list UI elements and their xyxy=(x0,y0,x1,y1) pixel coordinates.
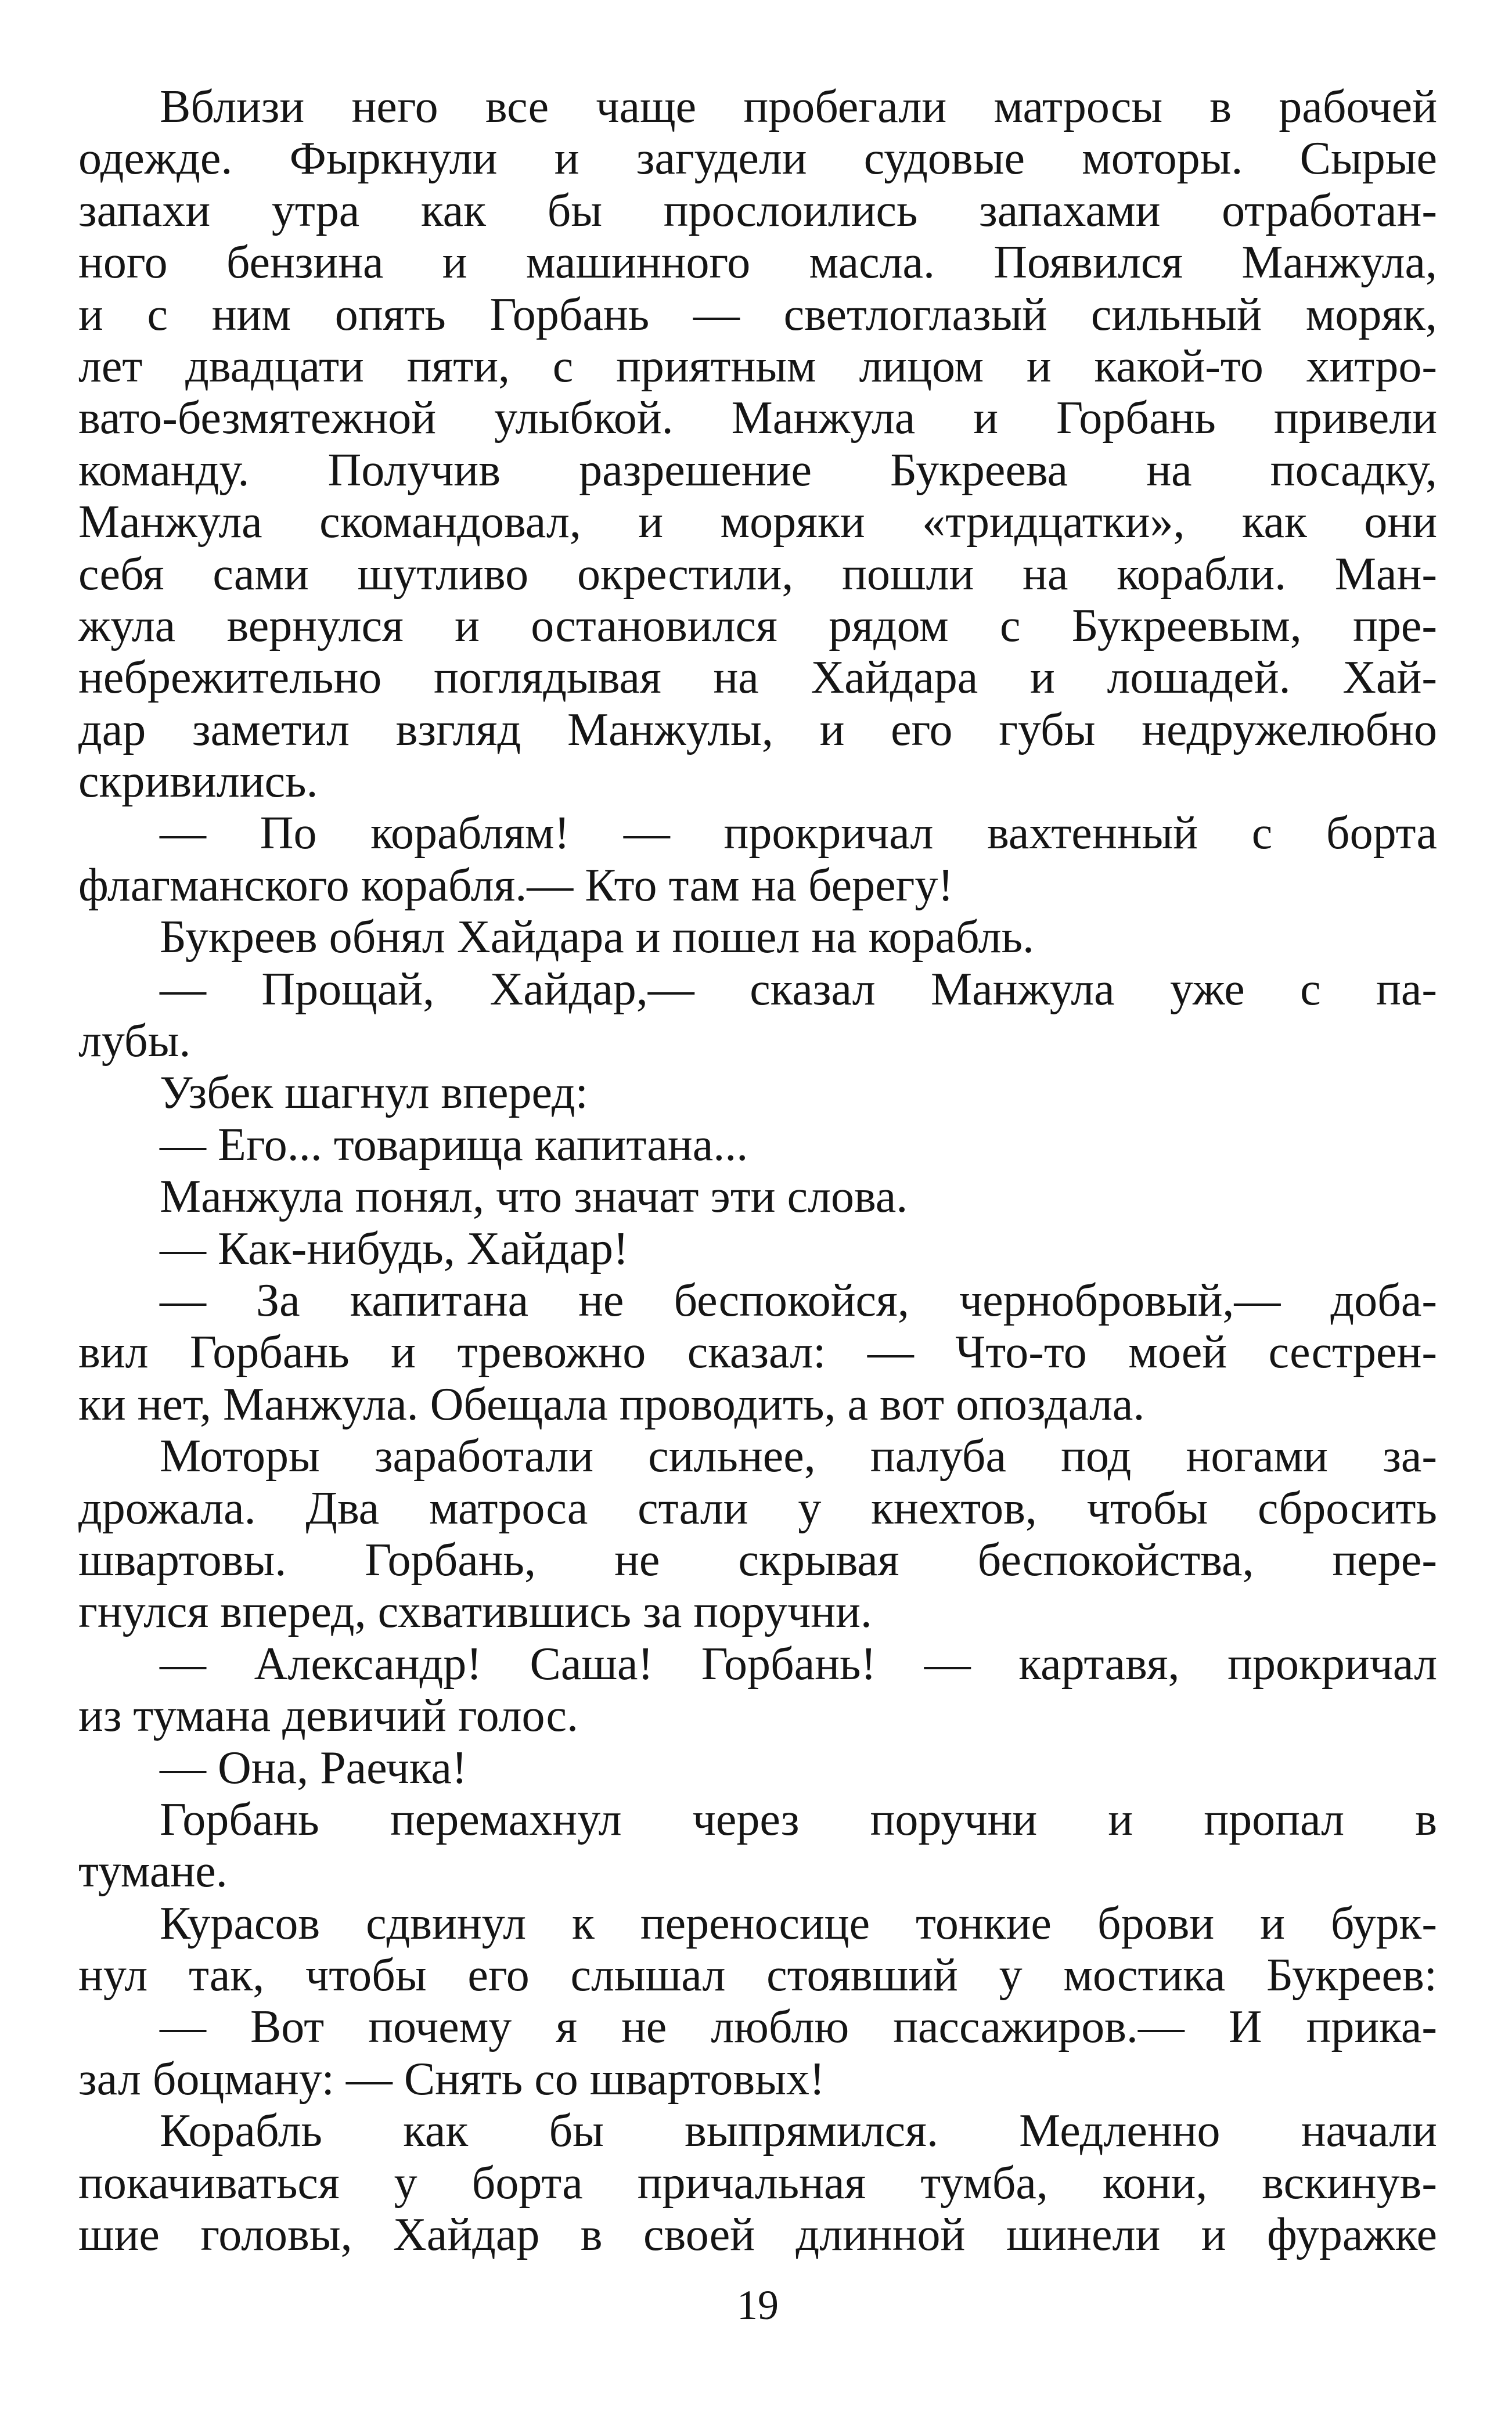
text-line: — Прощай, Хайдар,— сказал Манжула уже с па- xyxy=(160,963,1437,1015)
text-line: дар заметил взгляд Манжулы, и его губы недружелюбно xyxy=(78,704,1437,755)
text-line: — Его... товарища капитана... xyxy=(160,1119,748,1171)
text-line: — Александр! Саша! Горбань! — картавя, прокричал xyxy=(160,1638,1437,1690)
text-line: тумане. xyxy=(78,1846,228,1897)
text-line: запахи утра как бы прослоились запахами отработан- xyxy=(78,185,1437,236)
text-line: нул так, чтобы его слышал стоявший у мостика Букреев: xyxy=(78,1950,1437,2001)
text-line: вил Горбань и тревожно сказал: — Что-то моей сестрен- xyxy=(78,1327,1437,1378)
text-line: покачиваться у борта причальная тумба, кони, вскинув- xyxy=(78,2157,1437,2209)
text-line: Курасов сдвинул к переносице тонкие брови и бурк- xyxy=(160,1897,1437,1949)
text-line: и с ним опять Горбань — светлоглазый сильный моряк, xyxy=(78,289,1437,340)
text-line: Горбань перемахнул через поручни и пропал в xyxy=(160,1794,1437,1845)
text-line: — Вот почему я не люблю пассажиров.— И прика- xyxy=(160,2001,1437,2053)
text-line: скривились. xyxy=(78,756,318,808)
text-line: швартовы. Горбань, не скрывая беспокойства, пере- xyxy=(78,1534,1437,1586)
text-line: лубы. xyxy=(78,1016,191,1067)
text-line: — Как-нибудь, Хайдар! xyxy=(160,1223,629,1274)
page-body-text xyxy=(78,81,1437,2261)
text-line: одежде. Фыркнули и загудели судовые моторы. Сырые xyxy=(78,133,1437,185)
text-line: — По кораблям! — прокричал вахтенный с борта xyxy=(160,808,1437,859)
text-line: — За капитана не беспокойся, чернобровый,— доба- xyxy=(160,1274,1437,1326)
text-line: зал боцману: — Снять со швартовых! xyxy=(78,2053,825,2105)
text-line: Букреев обнял Хайдара и пошел на корабль. xyxy=(160,912,1035,963)
page-number: 19 xyxy=(737,2282,779,2328)
text-line: Узбек шагнул вперед: xyxy=(160,1067,588,1119)
text-line: Моторы заработали сильнее, палуба под ногами за- xyxy=(160,1431,1437,1482)
text-line: Вблизи него все чаще пробегали матросы в рабочей xyxy=(160,81,1437,132)
book-page xyxy=(78,81,1437,2369)
text-line: Корабль как бы выпрямился. Медленно начали xyxy=(160,2105,1437,2157)
text-line: гнулся вперед, схватившись за поручни. xyxy=(78,1586,872,1638)
text-line: Манжула скомандовал, и моряки «тридцатки», как они xyxy=(78,496,1437,548)
text-line: ки нет, Манжула. Обещала проводить, а вот опоздала. xyxy=(78,1378,1145,1430)
text-line: — Она, Раечка! xyxy=(160,1742,467,1794)
text-line: шие головы, Хайдар в своей длинной шинели и фуражке xyxy=(78,2209,1437,2261)
text-line: жула вернулся и остановился рядом с Букреевым, пре- xyxy=(78,600,1437,651)
text-line: небрежительно поглядывая на Хайдара и лошадей. Хай- xyxy=(78,652,1437,704)
text-line: лет двадцати пяти, с приятным лицом и какой-то хитро- xyxy=(78,340,1437,392)
text-line: дрожала. Два матроса стали у кнехтов, чтобы сбросить xyxy=(78,1482,1437,1534)
text-line: флагманского корабля.— Кто там на берегу! xyxy=(78,859,954,911)
text-line: ного бензина и машинного масла. Появился Манжула, xyxy=(78,237,1437,289)
text-line: Манжула понял, что значат эти слова. xyxy=(160,1171,908,1223)
text-line: команду. Получив разрешение Букреева на посадку, xyxy=(78,444,1437,496)
text-line: себя сами шутливо окрестили, пошли на корабли. Ман- xyxy=(78,548,1437,600)
text-line: вато-безмятежной улыбкой. Манжула и Горбань привели xyxy=(78,393,1437,444)
text-line: из тумана девичий голос. xyxy=(78,1690,579,1742)
